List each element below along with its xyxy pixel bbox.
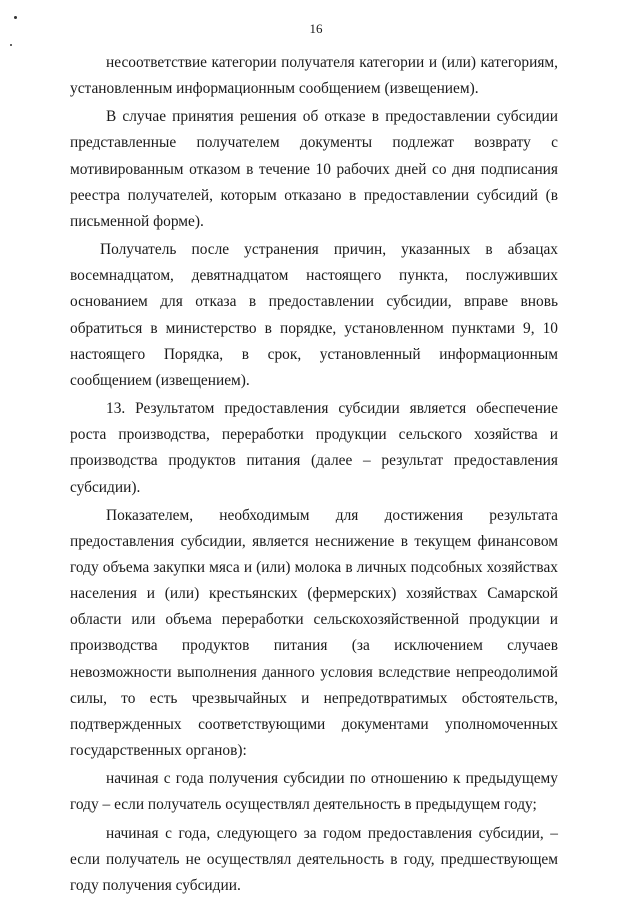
scan-speck bbox=[10, 44, 12, 46]
paragraph-7: начиная с года, следующего за годом предоставления субсидии, – если получатель не осуществлял деятельность в году, предшествующем году получения субсидии. bbox=[70, 824, 558, 894]
document-body bbox=[70, 50, 558, 901]
paragraph-2: В случае принятия решения об отказе в предоставлении субсидии представленные получателем документы подлежат возврату с мотивированным отказом в течение 10 рабочих дней со дня подписания реестра получателей, которым отказано в предоставлении субсидий (в письменной форме). bbox=[70, 108, 558, 230]
paragraph-5: Показателем, необходимым для достижения результата предоставления субсидии, является неснижение в текущем финансовом году объема закупки мяса и (или) молока в личных подсобных хозяйствах населения и (или) крестьянских (фермерских) хозяйствах Самарской области или объема переработки сельскохозяйственной продукции и производства продуктов питания (за исключением случаев невозможности выполнения данного условия вследствие непреодолимой силы, то есть чрезвычайных и непредотвратимых обстоятельств, подтвержденных соответствующими документами уполномоченных государственных органов): bbox=[70, 506, 558, 760]
paragraph-3: Получатель после устранения причин, указанных в абзацах восемнадцатом, девятнадцатом настоящего пункта, послуживших основанием для отказа в предоставлении субсидии, вправе вновь обратиться в министерство в порядке, установленном пунктами 9, 10 настоящего Порядка, в срок, установленный информационным сообщением (извещением). bbox=[70, 241, 558, 389]
page-number: 16 bbox=[309, 21, 323, 36]
paragraph-1: несоответствие категории получателя категории и (или) категориям, установленным информационным сообщением (извещением). bbox=[70, 54, 558, 98]
scan-speck bbox=[14, 16, 17, 19]
paragraph-4: 13. Результатом предоставления субсидии является обеспечение роста производства, переработки продукции сельского хозяйства и производства продуктов питания (далее – результат предоставления субсидии). bbox=[70, 400, 558, 496]
paragraph-6: начиная с года получения субсидии по отношению к предыдущему году – если получатель осуществлял деятельность в предыдущем году; bbox=[70, 770, 558, 814]
